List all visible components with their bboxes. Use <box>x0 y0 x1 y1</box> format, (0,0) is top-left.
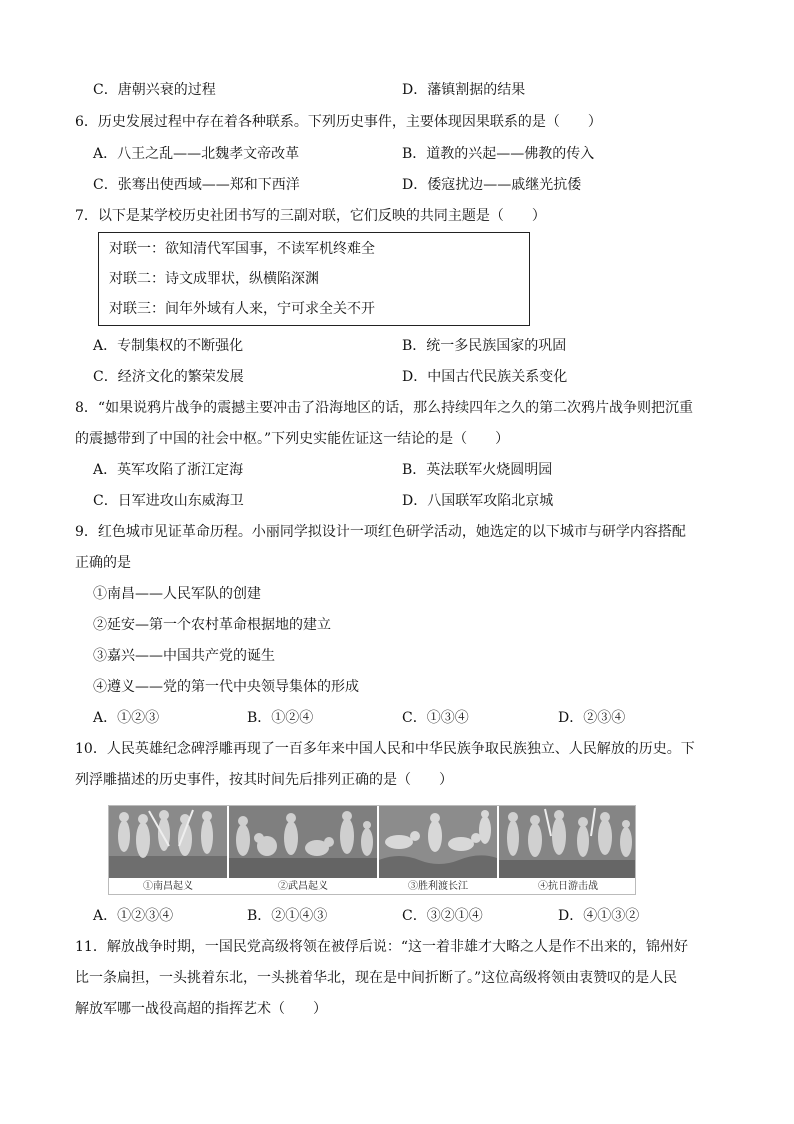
q7-option-d: D．中国古代民族关系变化 <box>402 369 568 385</box>
q8-stem-line2: 的震撼带到了中国的社会中枢。”下列史实能佐证这一结论的是（ ） <box>75 431 510 447</box>
q8-option-d: D．八国联军攻陷北京城 <box>402 493 554 509</box>
q7-couplet-2: 对联二：诗文成罪状，纵横陷深渊 <box>109 271 319 287</box>
q9-item-4: ④遵义——党的第一代中央领导集体的形成 <box>93 679 359 695</box>
relief-image-yangtze <box>379 806 497 878</box>
q9-stem-line1: 9．红色城市见证革命历程。小丽同学拟设计一项红色研学活动，她选定的以下城市与研学内容搭配 <box>75 524 686 540</box>
q7-option-a: A．专制集权的不断强化 <box>93 338 244 354</box>
relief-caption-3: ③胜利渡长江 <box>408 881 468 892</box>
q11-stem-line1: 11．解放战争时期，一国民党高级将领在被俘后说：“这一着非雄才大略之人是作不出来的，锦州好 <box>75 939 688 955</box>
q9-item-3: ③嘉兴——中国共产党的诞生 <box>93 648 275 664</box>
q9-option-a: A．①②③ <box>93 710 160 726</box>
q6-stem: 6．历史发展过程中存在着各种联系。下列历史事件，主要体现因果联系的是（ ） <box>75 114 602 130</box>
q10-stem-line1: 10．人民英雄纪念碑浮雕再现了一百多年来中国人民和中华民族争取民族独立、人民解放的历史。下 <box>75 741 695 757</box>
q9-option-b: B．①②④ <box>247 710 314 726</box>
q9-stem-line2: 正确的是 <box>75 555 131 571</box>
q10-option-c: C．③②①④ <box>402 908 483 924</box>
q8-option-a: A．英军攻陷了浙江定海 <box>93 462 244 478</box>
q11-stem-line3: 解放军哪一战役高超的指挥艺术（ ） <box>75 1001 327 1017</box>
q9-option-c: C．①③④ <box>402 710 469 726</box>
q7-couplet-3: 对联三：间年外域有人来，宁可求全关不开 <box>109 301 375 317</box>
relief-caption-2: ②武昌起义 <box>278 881 328 892</box>
q10-option-d: D．④①③② <box>558 908 640 924</box>
q6-option-c: C．张骞出使西域——郑和下西洋 <box>93 177 300 193</box>
q6-option-a: A．八王之乱——北魏孝文帝改革 <box>93 146 300 162</box>
q7-couplet-1: 对联一：欲知清代军国事，不读军机终难全 <box>109 241 375 257</box>
relief-caption-1: ①南昌起义 <box>143 881 193 892</box>
relief-photo-strip <box>108 805 636 895</box>
q8-option-c: C．日军进攻山东威海卫 <box>93 493 244 509</box>
q5-option-c: C．唐朝兴衰的过程 <box>93 82 216 98</box>
q9-item-2: ②延安—第一个农村革命根据地的建立 <box>93 617 331 633</box>
relief-image-nanchang <box>109 806 227 878</box>
relief-caption-4: ④抗日游击战 <box>538 881 598 892</box>
q10-stem-line2: 列浮雕描述的历史事件，按其时间先后排列正确的是（ ） <box>75 772 453 788</box>
q7-option-c: C．经济文化的繁荣发展 <box>93 369 244 385</box>
relief-image-guerrilla <box>499 806 636 878</box>
q9-option-d: D．②③④ <box>558 710 626 726</box>
q7-option-b: B．统一多民族国家的巩固 <box>402 338 567 354</box>
q10-option-a: A．①②③④ <box>93 908 174 924</box>
q8-stem-line1: 8．“如果说鸦片战争的震撼主要冲击了沿海地区的话，那么持续四年之久的第二次鸦片战争则把沉重 <box>75 400 694 416</box>
q6-option-b: B．道教的兴起——佛教的传入 <box>402 146 595 162</box>
q5-option-d: D．藩镇割据的结果 <box>402 82 526 98</box>
q7-stem: 7．以下是某学校历史社团书写的三副对联，它们反映的共同主题是（ ） <box>75 208 546 224</box>
q9-item-1: ①南昌——人民军队的创建 <box>93 586 261 602</box>
q10-option-b: B．②①④③ <box>247 908 328 924</box>
q8-option-b: B．英法联军火烧圆明园 <box>402 462 553 478</box>
q11-stem-line2: 比一条扁担，一头挑着东北，一头挑着华北，现在是中间折断了。”这位高级将领由衷赞叹的是人民 <box>75 970 678 986</box>
q7-couplet-box <box>98 232 530 326</box>
q6-option-d: D．倭寇扰边——戚继光抗倭 <box>402 177 582 193</box>
relief-image-wuchang <box>229 806 377 878</box>
